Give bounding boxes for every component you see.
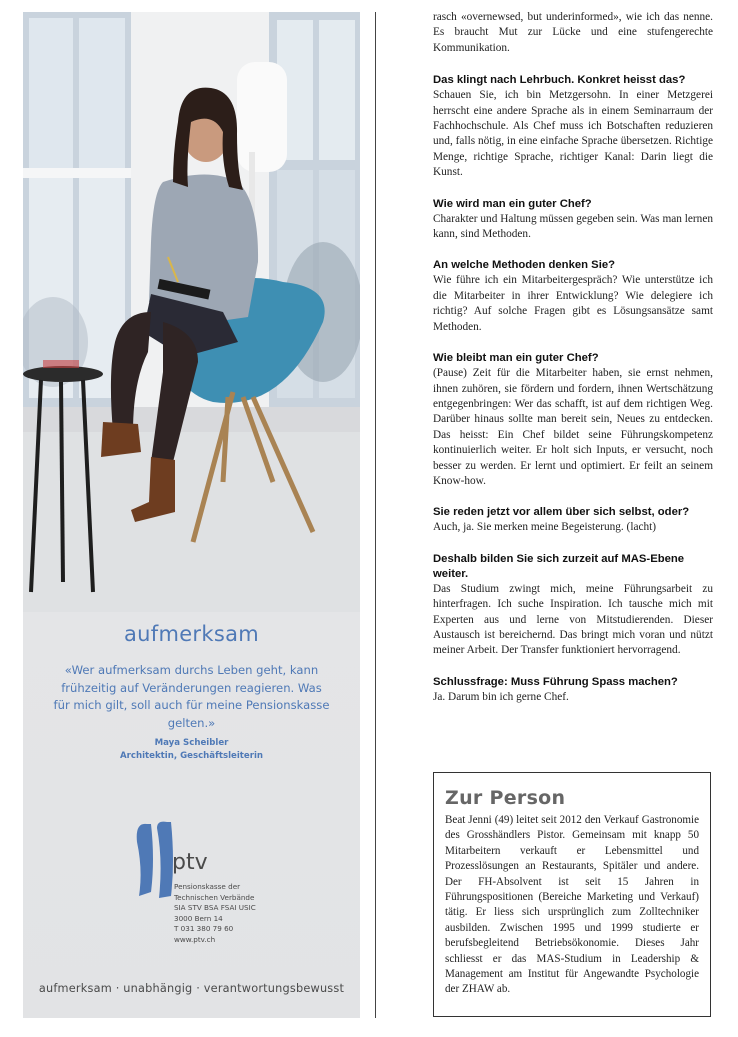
interview-question: Schlussfrage: Muss Führung Spass machen? [433, 675, 678, 688]
interview-question: Wie bleibt man ein guter Chef? [433, 352, 599, 365]
column-divider [375, 12, 376, 1018]
interview-answer: (Pause) Zeit für die Mitarbeiter haben, sie ernst nehmen, ihnen zuhören, sie fördern und fordern, ihnen Wertschätzung entgegenbringen: Wer das schafft, ist auf dem richtigen Weg. Darüber hinaus sollte man bereit sein, Neues zu entdecken. Das heisst: Ein Chef bildet seine Führungskompetenz kontinuierlich weiter. Er holt sich Inputs, er versucht, noch besser zu werden. Er lernt und optimiert. Er feilt an seinem Know-how. [433, 367, 713, 487]
ad-testimonial-author [23, 737, 360, 763]
person-box-text: Beat Jenni (49) leitet seit 2012 den Verkauf Gastronomie des Grosshändlers Pistor. Gemeinsam mit knapp 50 Mitarbeitern verkauft er Lebensmittel und Prozesslösungen an Restaurants, Spitäler und andere. Der FH-Absolvent ist seit 15 Jahren in Führungspositionen (Bereiche Marketing und Verkauf) tätig. Er liess sich ursprünglich zum Zolltechniker ausbilden. Zwischen 1995 und 1999 studierte er berufsbegleitend Betriebsökonomie. Dieses Jahr schliesst er das MAS-Studium in Leadership & Management am Institut für Angewandte Psychologie der ZHAW ab. [445, 814, 699, 996]
interview-answer: Charakter und Haltung müssen gegeben sein. Was man lernen kann, sind Methoden. [433, 212, 713, 241]
interview-question: An welche Methoden denken Sie? [433, 259, 616, 272]
interview-answer: Das Studium zwingt mich, meine Führungsarbeit zu hinterfragen. Ich suche Inspiration. Ich tausche mich mit Experten aus und lerne von Mitstudierenden. Dieser Austausch ist bereichernd. Das bringt mich voran und nützt meiner Arbeit. Der Transfer funktioniert hervorragend. [433, 582, 713, 657]
interview-article [433, 10, 713, 721]
address-line: Pensionskasse der [174, 882, 241, 891]
address-phone: T 031 380 79 60 [174, 924, 234, 934]
interview-question: Deshalb bilden Sie sich zurzeit auf MAS-Ebene weiter. [433, 552, 685, 580]
address-line: Technischen Verbände [174, 892, 255, 902]
ptv-advertisement [23, 12, 360, 1018]
person-info-box [433, 772, 711, 1017]
interview-question: Sie reden jetzt vor allem über sich selbst, oder? [433, 506, 690, 519]
person-box-title: Zur Person [445, 787, 566, 809]
ad-photo [23, 12, 360, 612]
address-line: SIA STV BSA FSAI USIC [174, 903, 256, 913]
interview-question: Das klingt nach Lehrbuch. Konkret heisst das? [433, 74, 686, 87]
ad-address-block [174, 882, 256, 946]
interview-answer: Ja. Darum bin ich gerne Chef. [433, 690, 569, 703]
woman-on-chair-photo [23, 12, 360, 612]
interview-answer: Schauen Sie, ich bin Metzgersohn. In einer Metzgerei herrscht eine andere Sprache als in einem Seminarraum der Fachhochschule. Als Chef muss ich Botschaften reduzieren und, falls nötig, in eine einfache Sprache übersetzen. Richtige Menge, richtige Sprache, richtiger Kanal: Darin liegt die Kunst. [433, 89, 713, 179]
address-website-link[interactable]: www.ptv.ch [174, 934, 216, 944]
interview-question: Wie wird man ein guter Chef? [433, 197, 592, 210]
ptv-logo-text: ptv [172, 850, 208, 875]
article-intro-paragraph: rasch «overnewsed, but underinformed», wie ich das nenne. Es braucht Mut zur Lücke und eine stufengerechte Kommunikation. [433, 11, 713, 54]
author-role: Architektin, Geschäftsleiterin [119, 751, 264, 761]
ad-headline: aufmerksam [123, 622, 259, 646]
ad-testimonial-quote: «Wer aufmerksam durchs Leben geht, kann frühzeitig auf Veränderungen reagieren. Was für mich gilt, soll auch für meine Pensionskasse gelten.» [53, 663, 330, 730]
interview-answer: Wie führe ich ein Mitarbeitergespräch? Wie unterstütze ich die Mitarbeiter in ihrer Entwicklung? Wie delegiere ich richtig? Auf solche Fragen gibt es Lösungsansätze samt Methoden. [433, 274, 713, 333]
interview-answer: Auch, ja. Sie merken meine Begeisterung. (lacht) [433, 521, 657, 534]
ad-tagline: aufmerksam · unabhängig · verantwortungsbewusst [38, 982, 345, 995]
author-name: Maya Scheibler [154, 738, 229, 748]
address-line: 3000 Bern 14 [174, 913, 223, 923]
